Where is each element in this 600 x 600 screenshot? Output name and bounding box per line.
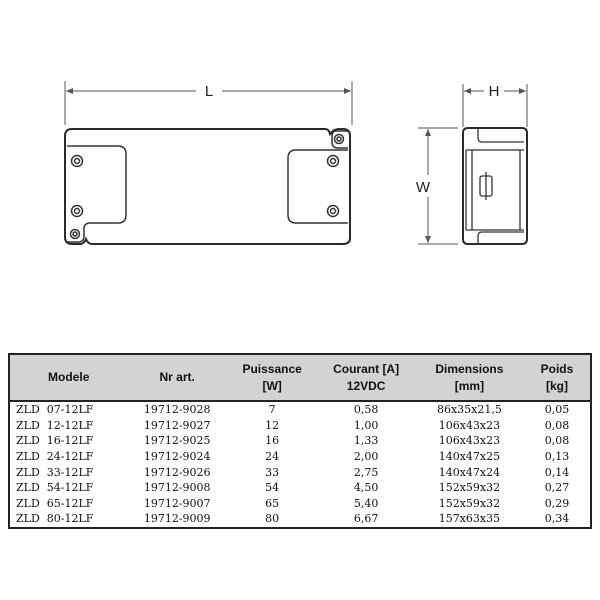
- cell-power: 80: [227, 511, 317, 528]
- header-dimensions: [415, 354, 524, 401]
- cell-power: 54: [265, 481, 280, 495]
- table-row: [9, 418, 591, 434]
- cell-model: ZLD 33-12LF: [9, 464, 127, 480]
- header-power-line: [W]: [262, 378, 282, 393]
- cell-article-number: 19712-9007: [143, 496, 211, 510]
- cell-weight: 0,13: [524, 449, 591, 465]
- cell-model: ZLD 24-12LF: [9, 449, 127, 465]
- spec-table: [8, 353, 592, 529]
- cell-power: 16: [265, 434, 280, 448]
- cell-model: ZLD 16-12LF: [9, 433, 127, 449]
- cell-power: 33: [265, 465, 280, 479]
- header-power: [227, 354, 317, 401]
- width-label: W: [415, 179, 431, 196]
- cell-weight: 0,34: [524, 511, 591, 528]
- side-view-details: [466, 128, 524, 244]
- cell-model: ZLD 65-12LF: [9, 496, 127, 512]
- cell-model: ZLD 80-12LF: [9, 511, 127, 528]
- cell-dimensions: 86x35x21,5: [436, 403, 502, 417]
- length-label: L: [204, 83, 214, 100]
- cell-power: 24: [265, 450, 280, 464]
- header-article-number-line: Nr art.: [159, 370, 195, 384]
- height-label: H: [488, 83, 500, 100]
- left-mounting-tab: [67, 146, 126, 242]
- cell-power: 65: [265, 496, 280, 510]
- header-dimensions-line: [mm]: [454, 378, 485, 393]
- right-mounting-tab: [288, 131, 348, 223]
- cell-dimensions: 106x43x23: [438, 434, 501, 448]
- cell-model: ZLD 54-12LF: [9, 480, 127, 496]
- cell-model: ZLD 07-12LF: [9, 401, 127, 418]
- cell-power: 12: [265, 418, 280, 432]
- table-header-row: [9, 354, 591, 401]
- cell-article-number: 19712-9008: [143, 481, 211, 495]
- header-power-line: Puissance: [242, 361, 302, 376]
- cell-current: 0,58: [353, 403, 379, 417]
- table-row: [9, 433, 591, 449]
- header-current-line: Courant [A]: [333, 361, 400, 376]
- cell-article-number: 19712-9027: [143, 418, 211, 432]
- table-row: [9, 401, 591, 418]
- cell-dimensions: 106x43x23: [438, 418, 501, 432]
- header-dimensions-line: Dimensions: [435, 361, 504, 376]
- cell-weight: 0,08: [524, 433, 591, 449]
- table-row: [9, 464, 591, 480]
- table-row: [9, 496, 591, 512]
- header-current-line: 12VDC: [346, 378, 386, 393]
- cell-dimensions: 152x59x32: [438, 481, 501, 495]
- cell-current: 1,33: [353, 434, 379, 448]
- cell-current: 2,00: [353, 450, 379, 464]
- cell-weight: 0,27: [524, 480, 591, 496]
- cell-current: 5,40: [353, 496, 379, 510]
- cell-current: 1,00: [353, 418, 379, 432]
- table-row: [9, 511, 591, 528]
- cell-current: 6,67: [317, 511, 415, 528]
- cell-model: ZLD 12-12LF: [9, 418, 127, 434]
- cell-article-number: 19712-9025: [143, 434, 211, 448]
- cell-article-number: 19712-9028: [143, 403, 211, 417]
- cell-weight: 0,14: [524, 464, 591, 480]
- header-weight-line: Poids: [540, 361, 574, 376]
- header-model-line: Modele: [48, 370, 90, 384]
- table-row: [9, 449, 591, 465]
- cell-weight: 0,29: [524, 496, 591, 512]
- cell-dimensions: 152x59x32: [438, 496, 501, 510]
- header-article-number: [127, 354, 227, 401]
- table-body: [9, 401, 591, 528]
- header-model: [9, 354, 127, 401]
- cell-article-number: 19712-9026: [143, 465, 211, 479]
- cell-weight: 0,08: [524, 418, 591, 434]
- cell-current: 2,75: [353, 465, 379, 479]
- cell-power: 7: [268, 403, 276, 417]
- cell-article-number: 19712-9009: [127, 511, 227, 528]
- cell-dimensions: 140x47x25: [438, 450, 501, 464]
- cell-dimensions: 157x63x35: [415, 511, 524, 528]
- cell-weight: 0,05: [524, 401, 591, 418]
- header-weight-line: [kg]: [545, 378, 568, 393]
- table-row: [9, 480, 591, 496]
- cell-article-number: 19712-9024: [143, 450, 211, 464]
- header-weight: [524, 354, 591, 401]
- cell-current: 4,50: [353, 481, 379, 495]
- header-current: [317, 354, 415, 401]
- cell-dimensions: 140x47x24: [438, 465, 501, 479]
